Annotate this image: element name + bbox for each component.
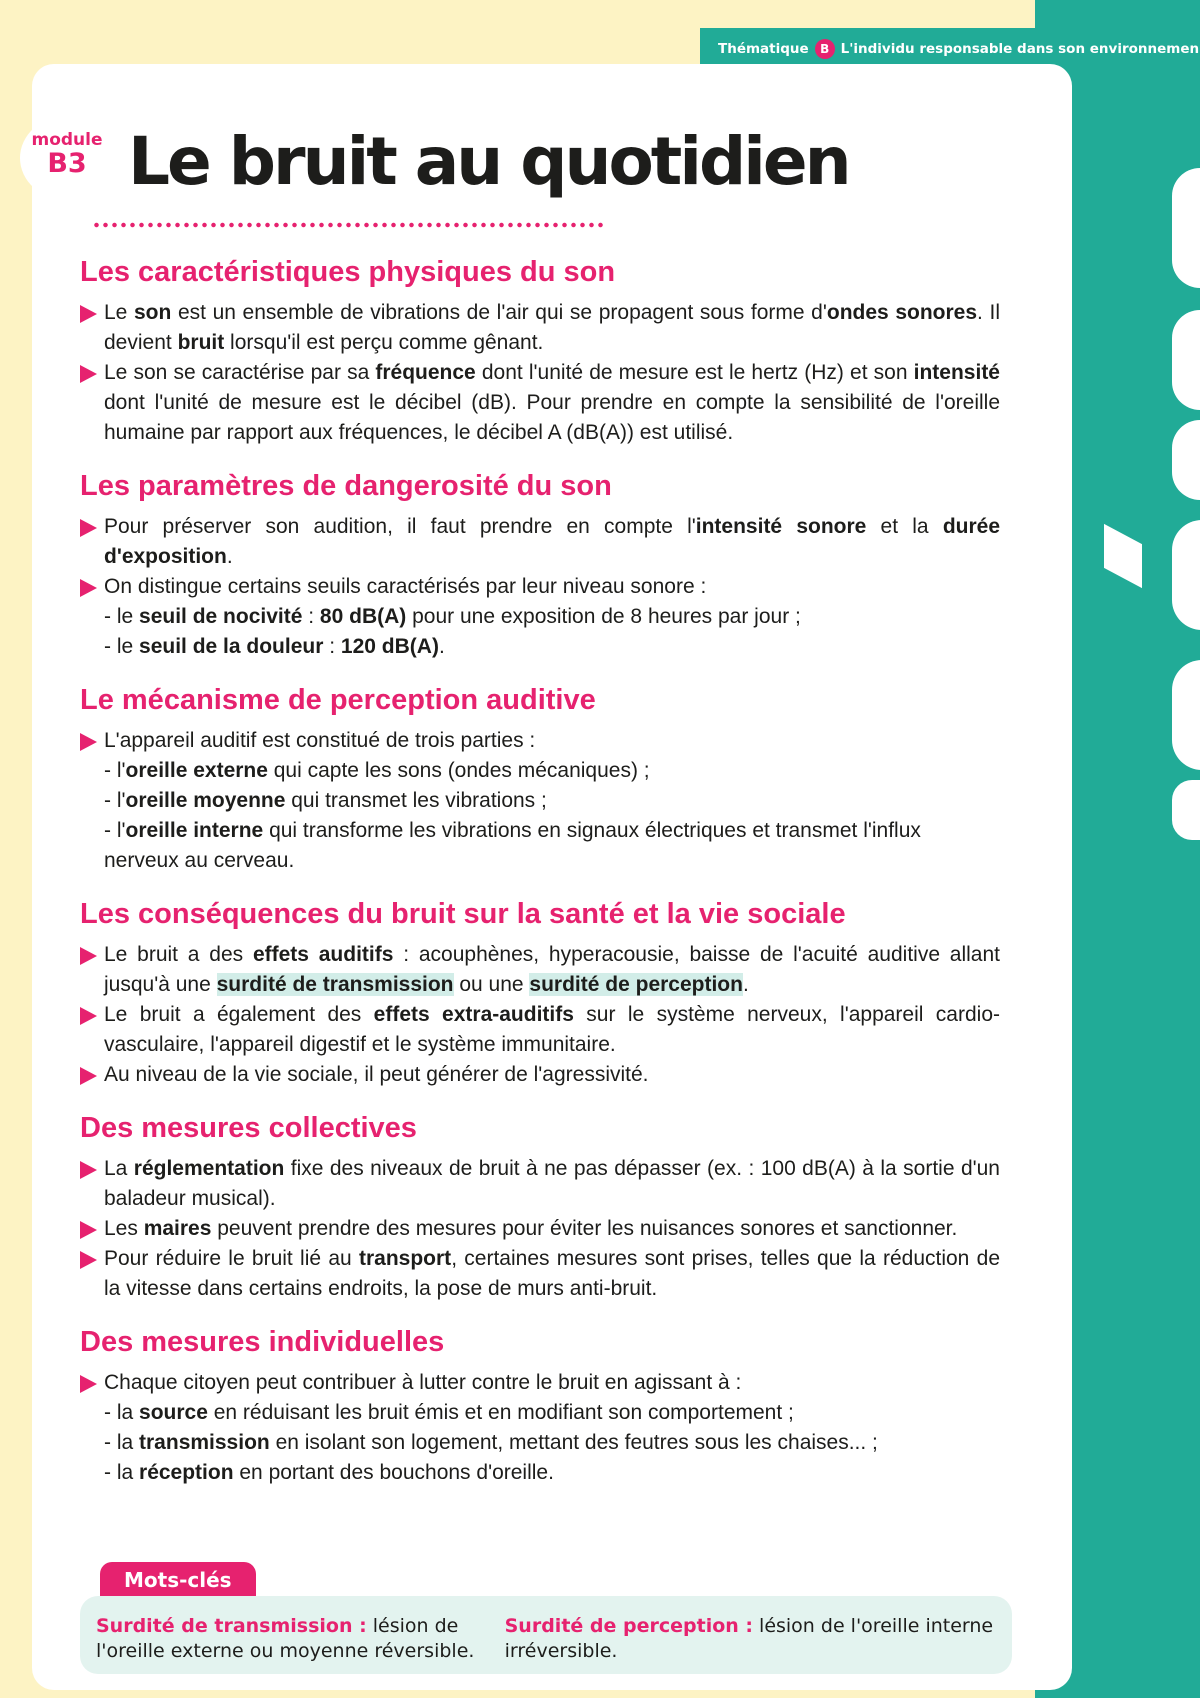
section-heading: Le mécanisme de perception auditive [80,684,596,716]
bold-term: oreille externe [125,759,268,782]
section-heading: Des mesures collectives [80,1112,417,1144]
text-run: - l' [104,789,126,812]
sub-item [80,602,1000,632]
bold-term: son [133,301,172,324]
header-theme [718,36,1199,62]
keyword-text: lésion de l'oreille interne irréversible. [504,1615,994,1662]
section [80,1324,1000,1488]
bullet-item [80,1000,1000,1060]
bold-term: seuil de la douleur [139,635,324,658]
bold-term: ondes sonores [826,301,978,324]
keyword-text: lésion de l'oreille externe ou moyenne réversible. [96,1615,475,1662]
text-run: en portant des bouchons d'oreille. [233,1461,554,1484]
bold-term: oreille interne [125,819,264,842]
bold-term: réglementation [133,1157,285,1180]
text-run: . [438,635,445,658]
deco-shape [1172,520,1200,630]
deco-shape [1172,660,1200,770]
main-content [80,254,1000,1508]
section [80,682,1000,876]
keyword-definition [80,1596,489,1674]
keywords-tab: Mots-clés [100,1562,256,1598]
bold-term: transport [359,1247,452,1270]
sub-item [80,786,1000,816]
text-run: . Il devient [104,301,1000,354]
bullet-item [80,1154,1000,1214]
bold-term: 80 dB(A) [319,605,407,628]
page-title: Le bruit au quotidien [128,123,849,200]
text-run: ou une [453,973,530,996]
section [80,1110,1000,1304]
bold-term: seuil de nocivité [139,605,303,628]
deco-shape [1172,780,1200,840]
text-run: - l' [104,759,126,782]
bullet-item [80,1244,1000,1304]
text-run: Le [104,301,134,324]
module-label: module [31,130,103,150]
text-run: - la [104,1431,140,1454]
keyword-term: Surdité de perception : [504,1615,753,1637]
text-run: pour une exposition de 8 heures par jour ; [406,605,801,628]
deco-shape [1172,420,1200,500]
text-run: - le [104,635,140,658]
text-run: Pour préserver son audition, il faut prendre en compte l' [104,515,696,538]
bold-term: effets extra-auditifs [373,1003,574,1026]
text-run: Le bruit a également des [104,1003,374,1026]
bold-term: transmission [139,1431,270,1454]
deco-shape [1172,310,1200,410]
bullet-item [80,358,1000,448]
sub-item [80,1398,1000,1428]
highlighted-term: surdité de perception [529,973,743,996]
section-heading: Des mesures individuelles [80,1326,445,1358]
text-run: en isolant son logement, mettant des feutres sous les chaises... ; [269,1431,878,1454]
text-run: - la [104,1461,140,1484]
text-run: Le son se caractérise par sa [104,361,376,384]
keyword-term: Surdité de transmission : [96,1615,367,1637]
sub-item [80,632,1000,662]
sub-item [80,1428,1000,1458]
section-heading: Les conséquences du bruit sur la santé et la vie sociale [80,898,846,930]
bullet-item [80,572,1000,602]
section [80,896,1000,1090]
bold-term: durée d'exposition [104,515,1000,568]
bold-term: maires [143,1217,212,1240]
bold-term: oreille moyenne [125,789,286,812]
text-run: : [302,605,320,628]
bullet-item [80,298,1000,358]
text-run: . [226,545,233,568]
text-run: et la [866,515,943,538]
theme-label: Thématique [718,41,809,57]
text-run: : [323,635,341,658]
text-run: : acouphènes, hyperacousie, baisse de l'acuité auditive allant jusqu'à une [104,943,1000,996]
text-run: - l' [104,819,126,842]
bullet-item [80,512,1000,572]
theme-title: L'individu responsable dans son environnemen [840,41,1200,57]
text-run: dont l'unité de mesure est le hertz (Hz) et son [475,361,914,384]
text-run: est un ensemble de vibrations de l'air qui se propagent sous forme d' [171,301,827,324]
text-run: sur le système nerveux, l'appareil cardio-vasculaire, l'appareil digestif et le système immunitaire. [104,1003,1000,1056]
bold-term: 120 dB(A) [340,635,439,658]
bold-term: effets auditifs [252,943,394,966]
text-run: La [104,1157,134,1180]
text-run: qui transforme les vibrations en signaux électriques et transmet l'influx nerveux au cerveau. [104,819,921,872]
deco-shape [1172,168,1200,288]
text-run: en réduisant les bruit émis et en modifiant son comportement ; [207,1401,794,1424]
section [80,254,1000,448]
text-run: fixe des niveaux de bruit à ne pas dépasser (ex. : 100 dB(A) à la sortie d'un baladeur musical). [104,1157,1000,1210]
text-run: Les [104,1217,144,1240]
text-run: peuvent prendre des mesures pour éviter les nuisances sonores et sanctionner. [211,1217,958,1240]
text-run: Chaque citoyen peut contribuer à lutter contre le bruit en agissant à : [104,1371,742,1394]
text-run: - la [104,1401,140,1424]
bullet-item [80,1060,1000,1090]
text-run: qui transmet les vibrations ; [285,789,547,812]
text-run: Le bruit a des [104,943,253,966]
text-run: - le [104,605,140,628]
text-run: lorsqu'il est perçu comme gênant. [224,331,544,354]
section [80,468,1000,662]
keyword-definition [489,1596,1012,1674]
title-dotted-underline [92,222,604,228]
bold-term: bruit [177,331,225,354]
highlighted-term: surdité de transmission [216,973,454,996]
text-run: . [742,973,749,996]
sub-item [80,816,1000,876]
theme-letter-badge: B [815,39,835,59]
bullet-item [80,1214,1000,1244]
bold-term: fréquence [375,361,476,384]
sub-item [80,756,1000,786]
sub-item [80,1458,1000,1488]
text-run: dont l'unité de mesure est le décibel (dB). Pour prendre en compte la sensibilité de l'oreille humaine par rapport aux fréquences, le décibel A (dB(A)) est utilisé. [104,391,1000,444]
module-badge [22,118,112,198]
text-run: qui capte les sons (ondes mécaniques) ; [267,759,650,782]
bold-term: source [139,1401,208,1424]
bullet-item [80,1368,1000,1398]
bold-term: intensité [913,361,1000,384]
text-run: On distingue certains seuils caractérisés par leur niveau sonore : [104,575,707,598]
bullet-item [80,940,1000,1000]
text-run: L'appareil auditif est constitué de trois parties : [104,729,536,752]
bold-term: intensité sonore [695,515,867,538]
text-run: , certaines mesures sont prises, telles que la réduction de la vitesse dans certains endroits, la pose de murs anti-bruit. [104,1247,1000,1300]
bold-term: réception [139,1461,234,1484]
module-code: B3 [47,148,87,179]
section-heading: Les caractéristiques physiques du son [80,256,616,288]
section-heading: Les paramètres de dangerosité du son [80,470,612,502]
text-run: Pour réduire le bruit lié au [104,1247,359,1270]
bullet-item [80,726,1000,756]
keywords-box [80,1596,1012,1674]
text-run: Au niveau de la vie sociale, il peut générer de l'agressivité. [104,1063,649,1086]
